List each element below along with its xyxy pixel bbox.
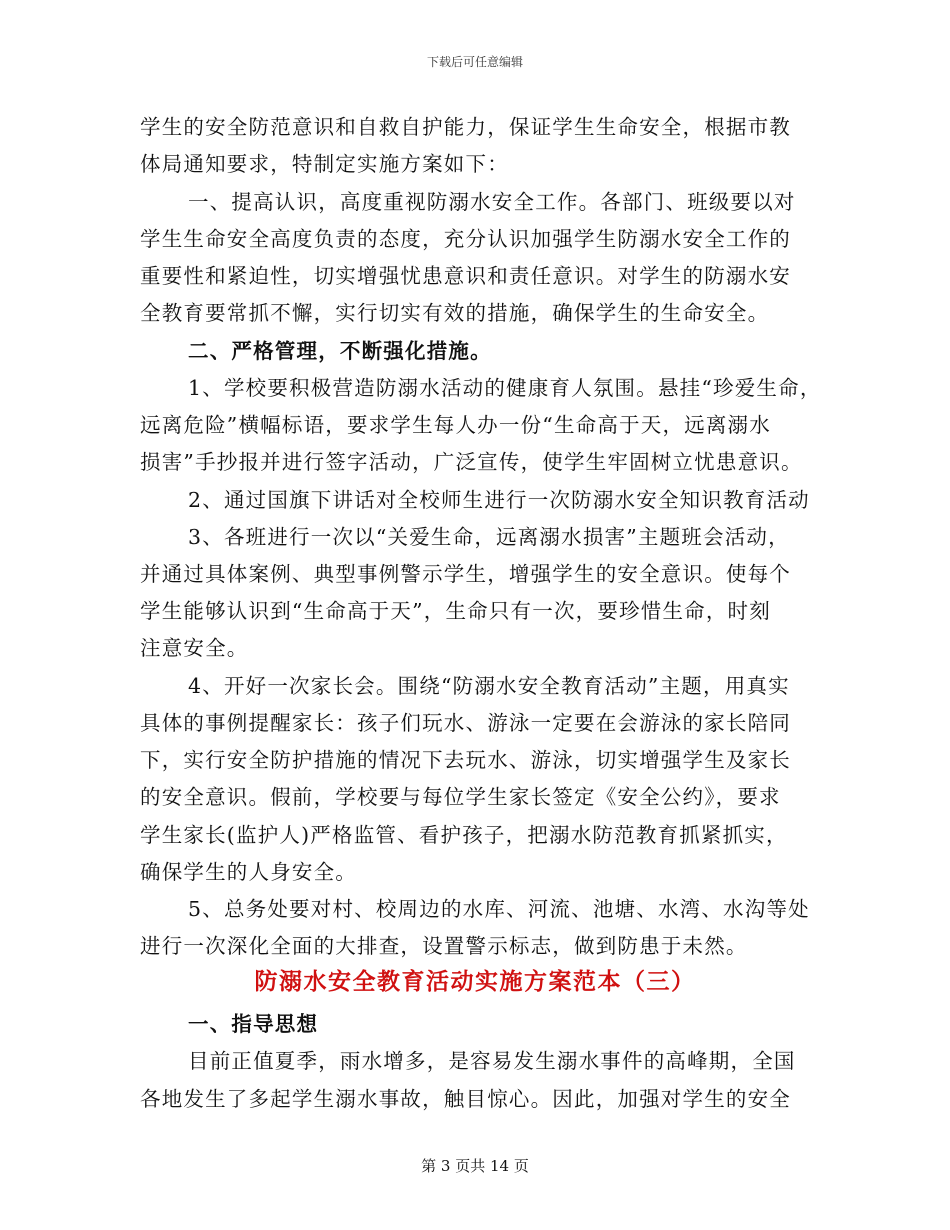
page-footer: 第 3 页共 14 页 [421, 1157, 529, 1175]
section-heading-2: 二、严格管理，不断强化措施。 [188, 339, 492, 363]
paragraph-line: 各地发生了多起学生溺水事故，触目惊心。因此，加强对学生的安全 [140, 1087, 791, 1111]
item-2-line: 2、通过国旗下讲话对全校师生进行一次防溺水安全知识教育活动 [188, 488, 810, 512]
paragraph-line: 的安全意识。假前，学校要与每位学生家长签定《安全公约》，要求 [140, 785, 781, 809]
item-3-line: 3、各班进行一次以“关爱生命，远离溺水损害”主题班会活动， [188, 525, 790, 549]
page-header: 下载后可任意编辑 [426, 55, 523, 69]
item-1-line: 1、学校要积极营造防溺水活动的健康育人氛围。悬挂“珍爱生命， [188, 376, 822, 400]
paragraph-line: 注意安全。 [140, 636, 249, 660]
section-heading-1: 一、提高认识，高度重视防溺水安全工作。各部门、班级要以对 [188, 190, 796, 214]
subsection-heading: 一、指导思想 [188, 1012, 319, 1036]
paragraph-line: 重要性和紧迫性，切实增强忧患意识和责任意识。对学生的防溺水安 [140, 264, 791, 288]
paragraph-line: 确保学生的人身安全。 [140, 860, 357, 884]
item-5-line: 5、总务处要对村、校周边的水库、河流、池塘、水湾、水沟等处 [188, 897, 810, 921]
paragraph-line: 学生的安全防范意识和自救自护能力，保证学生生命安全，根据市教 [140, 115, 791, 139]
paragraph-line: 学生生命安全高度负责的态度，充分认识加强学生防溺水安全工作的 [140, 227, 791, 251]
paragraph-line: 下，实行安全防护措施的情况下去玩水、游泳，切实增强学生及家长 [140, 748, 791, 772]
paragraph-line: 并通过具体案例、典型事例警示学生，增强学生的安全意识。使每个 [140, 562, 791, 586]
paragraph-line: 损害”手抄报并进行签字活动，广泛宣传，使学生牢固树立忧患意识。 [140, 450, 803, 474]
paragraph-line: 进行一次深化全面的大排查，设置警示标志，做到防患于未然。 [140, 934, 748, 958]
paragraph-line: 目前正值夏季，雨水增多，是容易发生溺水事件的高峰期，全国 [188, 1049, 796, 1073]
paragraph-line: 学生能够认识到“生命高于天”，生命只有一次，要珍惜生命，时刻 [140, 599, 771, 623]
paragraph-line: 远离危险”横幅标语，要求学生每人办一份“生命高于天，远离溺水 [140, 413, 771, 437]
paragraph-line: 具体的事例提醒家长：孩子们玩水、游泳一定要在会游泳的家长陪同 [140, 711, 791, 735]
item-4-line: 4、开好一次家长会。围绕“防溺水安全教育活动”主题，用真实 [188, 674, 790, 698]
section-title: 防溺水安全教育活动实施方案范本（三） [254, 968, 696, 995]
paragraph-line: 体局通知要求，特制定实施方案如下： [140, 152, 509, 176]
paragraph-line: 全教育要常抓不懈，实行切实有效的措施，确保学生的生命安全。 [140, 301, 770, 325]
paragraph-line: 学生家长(监护人)严格监管、看护孩子，把溺水防范教育抓紧抓实， [140, 823, 788, 847]
